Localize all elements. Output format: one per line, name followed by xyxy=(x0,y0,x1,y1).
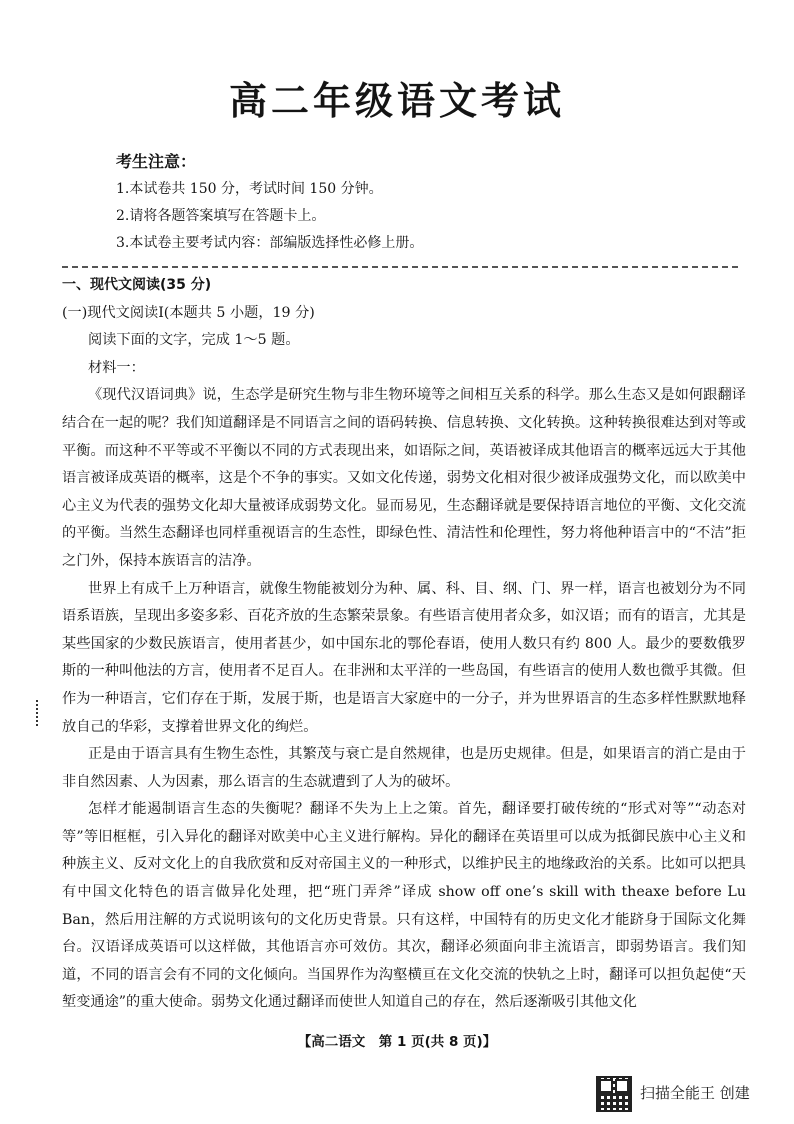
paragraph: 怎样才能遏制语言生态的失衡呢？翻译不失为上上之策。首先，翻译要打破传统的“形式对等”“动态对等”等旧框框，引入异化的翻译对欧美中心主义进行解构。异化的翻译在英语里可以成为抵御民族中心主义和种族主义、反对文化上的自我欣赏和反对帝国主义的一种形式，以维护民主的地缘政治的关系。比如可以把具有中国文化特色的语言做异化处理，把“班门弄斧”译成 show off one’s skill with theaxe before Lu Ban，然后用注解的方式说明该句的文化历史背景。只有这样，中国特有的历史文化才能跻身于国际文化舞台。汉语译成英语可以这样做，其他语言亦可效仿。其次，翻译必须面向非主流语言，即弱势语言。我们知道，不同的语言会有不同的文化倾向。当国界作为沟壑横亘在文化交流的快轨之上时，翻译可以担负起使“天堑变通途”的重大使命。弱势文化通过翻译而使世人知道自己的存在，然后逐渐吸引其他文化 xyxy=(62,801,746,1011)
notice-item: 1.本试卷共 150 分，考试时间 150 分钟。 xyxy=(116,181,383,197)
instruction-text: 阅读下面的文字，完成 1～5 题。 xyxy=(88,332,300,349)
paragraph: 《现代汉语词典》说，生态学是研究生物与非生物环境等之间相互关系的科学。那么生态又是如何跟翻译结合在一起的呢？我们知道翻译是不同语言之间的语码转换、信息转换、文化转换。这种转换很难达到对等或平衡。而这种不平等或不平衡以不同的方式表现出来，如语际之间，英语被译成其他语言的概率远远大于其他语言被译成英语的概率，这是个不争的事实。又如文化传递，弱势文化相对很少被译成强势文化，而以欧美中心主义为代表的强势文化却大量被译成弱势文化。显而易见，生态翻译就是要保持语言地位的平衡、文化交流的平衡。当然生态翻译也同样重视语言的生态性，即绿色性、清洁性和伦理性，努力将他种语言中的“不洁”拒之门外，保持本族语言的洁净。 xyxy=(62,387,746,569)
paragraph: 世界上有成千上万种语言，就像生物能被划分为种、属、科、目、纲、门、界一样，语言也被划分为不同语系语族，呈现出多姿多彩、百花齐放的生态繁荣景象。有些语言使用者众多，如汉语；而有的语言，尤其是某些国家的少数民族语言，使用者甚少，如中国东北的鄂伦春语，使用人数只有约 800 人。最少的要数俄罗斯的一种叫他法的方言，使用者不足百人。在非洲和太平洋的一些岛国，有些语言的使用人数也微乎其微。但作为一种语言，它们存在于斯，发展于斯，也是语言大家庭中的一分子，并为世界语言的生态多样性默默地释放自己的华彩，支撑着世界文化的绚烂。 xyxy=(62,580,746,735)
binding-margin-mark xyxy=(36,700,40,726)
notice-heading: 考生注意： xyxy=(116,152,197,171)
page-footer: 【高二语文 第 1 页(共 8 页)】 xyxy=(297,1034,497,1050)
paragraph: 正是由于语言具有生物生态性，其繁茂与衰亡是自然规律，也是历史规律。但是，如果语言的消亡是由于非自然因素、人为因素，那么语言的生态就遭到了人为的破坏。 xyxy=(62,746,746,790)
notice-item: 2.请将各题答案填写在答题卡上。 xyxy=(116,208,326,224)
scanner-watermark: 扫描全能王 创建 xyxy=(640,1084,750,1102)
page-title: 高二年级语文考试 xyxy=(228,79,565,123)
subsection-heading: (一)现代文阅读Ⅰ(本题共 5 小题，19 分) xyxy=(62,304,315,321)
notice-item: 3.本试卷主要考试内容：部编版选择性必修上册。 xyxy=(116,235,424,251)
candidate-notice xyxy=(116,150,716,257)
material-label: 材料一： xyxy=(88,359,145,376)
reading-section xyxy=(62,272,746,1017)
section-heading: 一、现代文阅读(35 分) xyxy=(62,277,212,293)
qr-code-icon xyxy=(596,1076,632,1112)
dashed-divider xyxy=(62,266,738,268)
